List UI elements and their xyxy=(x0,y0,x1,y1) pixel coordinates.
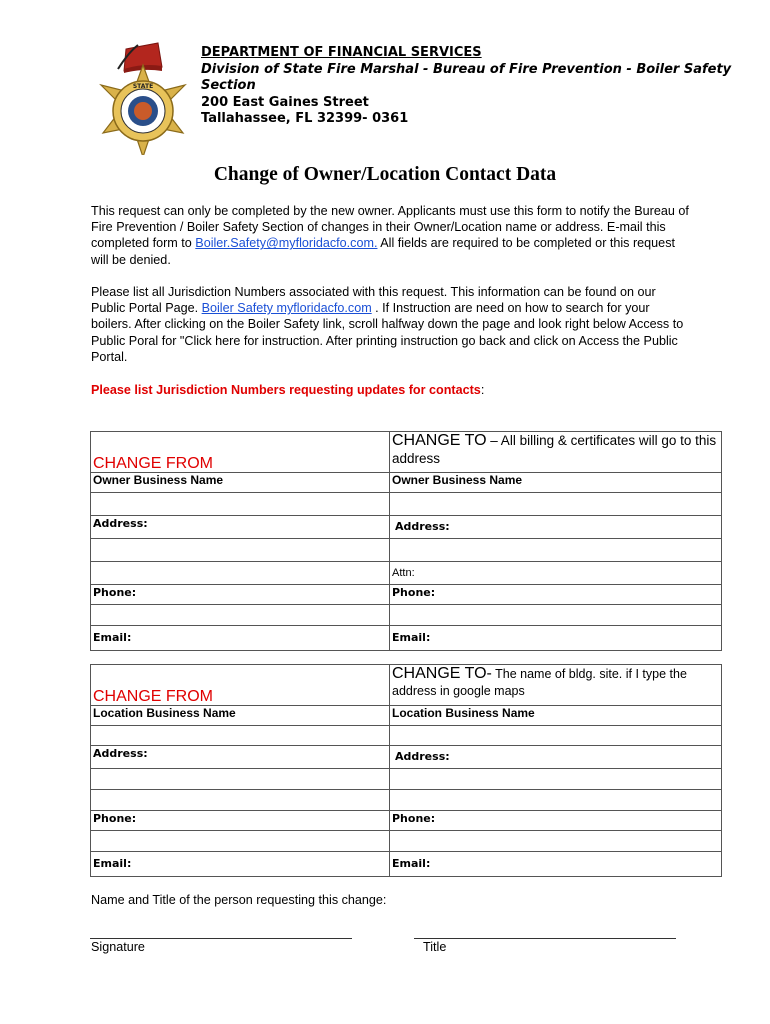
owner-phone-label-right: Phone: xyxy=(390,585,722,605)
jurisdiction-text-end: . If Instruction are need on how to search for your boilers. After clicking on the Boiler Safety link, scroll halfway down the page and look right below Access to Public Poral for "Click here for instruction. After printing instruction go back and click on Access the Public Portal. xyxy=(91,301,684,364)
location-phone-label-left: Phone: xyxy=(91,811,390,831)
street-address: 200 East Gaines Street xyxy=(201,94,369,110)
location-address2-field-left[interactable] xyxy=(91,790,390,811)
owner-change-to-note: – All billing & certificates will go to this address xyxy=(392,433,717,466)
owner-address2-field-left[interactable] xyxy=(91,562,390,585)
department-name: DEPARTMENT OF FINANCIAL SERVICES xyxy=(201,45,482,60)
location-address-label-right xyxy=(390,746,722,769)
jurisdiction-paragraph xyxy=(91,284,691,365)
owner-phone-label-left: Phone: xyxy=(91,585,390,605)
location-change-to-cell xyxy=(390,665,722,706)
location-phone-field-left[interactable] xyxy=(91,831,390,852)
division-name: Division of State Fire Marshal - Bureau of Fire Prevention - Boiler Safety Section xyxy=(201,61,732,93)
location-change-to-heading: CHANGE TO- xyxy=(392,665,492,682)
location-address-label-right-text: Address: xyxy=(395,750,450,763)
agency-header xyxy=(201,45,741,128)
owner-address-label-left: Address: xyxy=(91,516,390,539)
jurisdiction-text: Please list all Jurisdiction Numbers associated with this request. This information can be found on our Public Portal Page. xyxy=(91,285,656,316)
city-state-zip: Tallahassee, FL 32399- 0361 xyxy=(201,111,409,126)
owner-change-to-heading: CHANGE TO xyxy=(392,432,487,449)
owner-name-field-right[interactable] xyxy=(390,493,722,516)
owner-address-field-left[interactable] xyxy=(91,539,390,562)
owner-change-from-heading: CHANGE FROM xyxy=(93,455,213,472)
requester-prompt: Name and Title of the person requesting this change: xyxy=(91,893,387,907)
location-change-from-heading: CHANGE FROM xyxy=(93,688,213,705)
location-email-label-right: Email: xyxy=(390,852,722,877)
intro-paragraph xyxy=(91,203,691,268)
email-link[interactable]: Boiler.Safety@myfloridacfo.com. xyxy=(195,236,378,251)
jurisdiction-prompt-colon: : xyxy=(480,383,485,397)
location-change-from-cell xyxy=(91,665,390,706)
owner-phone-field-right[interactable] xyxy=(390,605,722,626)
owner-address-label-right-text: Address: xyxy=(395,520,450,533)
owner-name-field-left[interactable] xyxy=(91,493,390,516)
jurisdiction-prompt xyxy=(91,382,691,398)
owner-name-label-right: Owner Business Name xyxy=(390,473,722,493)
location-name-label-right: Location Business Name xyxy=(390,706,722,726)
title-line[interactable] xyxy=(414,938,676,939)
intro-text-end: All fields are required to be completed or this request will be denied. xyxy=(91,236,675,267)
form-title: Change of Owner/Location Contact Data xyxy=(213,164,557,185)
location-name-field-left[interactable] xyxy=(91,726,390,746)
owner-change-from-cell xyxy=(91,432,390,473)
owner-change-to-cell xyxy=(390,432,722,473)
location-name-label-left: Location Business Name xyxy=(91,706,390,726)
location-email-label-left: Email: xyxy=(91,852,390,877)
owner-phone-field-left[interactable] xyxy=(91,605,390,626)
owner-name-label-left: Owner Business Name xyxy=(91,473,390,493)
signature-line[interactable] xyxy=(90,938,352,939)
owner-email-label-right: Email: xyxy=(390,626,722,651)
owner-attn-label: Attn: xyxy=(390,562,722,585)
svg-text:STATE: STATE xyxy=(132,83,154,90)
location-address-field-right[interactable] xyxy=(390,769,722,790)
jurisdiction-prompt-text: Please list Jurisdiction Numbers requesting updates for contacts xyxy=(91,383,481,397)
owner-address-field-right[interactable] xyxy=(390,539,722,562)
location-name-field-right[interactable] xyxy=(390,726,722,746)
portal-link[interactable]: Boiler Safety myfloridacfo.com xyxy=(201,301,372,316)
location-change-to-note: The name of bldg. site. if I type the address in google maps xyxy=(392,667,687,698)
location-phone-label-right: Phone: xyxy=(390,811,722,831)
owner-change-table xyxy=(90,431,722,651)
location-address-field-left[interactable] xyxy=(91,769,390,790)
title-label: Title xyxy=(423,940,447,954)
owner-email-label-left: Email: xyxy=(91,626,390,651)
signature-label: Signature xyxy=(91,940,145,954)
location-phone-field-right[interactable] xyxy=(390,831,722,852)
location-address2-field-right[interactable] xyxy=(390,790,722,811)
location-address-label-left: Address: xyxy=(91,746,390,769)
fire-marshal-seal xyxy=(88,33,198,155)
owner-address-label-right xyxy=(390,516,722,539)
location-change-table xyxy=(90,664,722,877)
intro-text: This request can only be completed by the new owner. Applicants must use this form to notify the Bureau of Fire Prevention / Boiler Safety Section of changes in their Owner/Location name or address. E-mail this completed form to xyxy=(91,204,689,251)
